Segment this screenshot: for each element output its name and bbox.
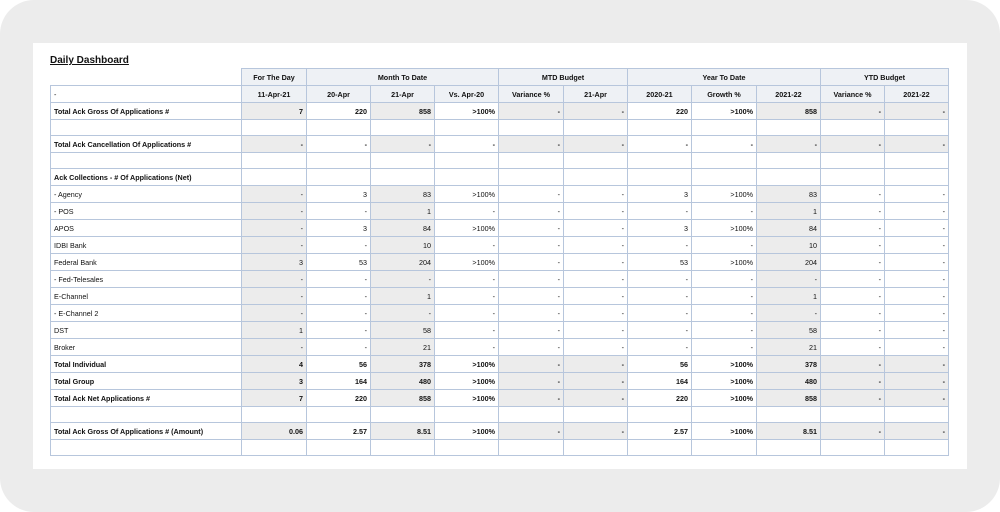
table-cell: - [564,390,628,407]
table-cell: - [242,220,307,237]
table-cell: 0.06 [242,423,307,440]
table-cell [499,440,564,456]
table-cell [371,407,435,423]
table-row [51,288,949,305]
table-cell: - [435,237,499,254]
row-label: APOS [51,220,242,237]
row-label [51,120,242,136]
table-cell: >100% [692,220,757,237]
table-cell: - [821,322,885,339]
table-cell: 10 [757,237,821,254]
table-cell: >100% [692,103,757,120]
table-cell: 480 [757,373,821,390]
table-cell: - [242,203,307,220]
table-cell [628,153,692,169]
table-cell: 8.51 [371,423,435,440]
table-cell: - [435,305,499,322]
table-cell: 204 [757,254,821,271]
table-cell: - [242,339,307,356]
table-cell [757,407,821,423]
table-cell [499,153,564,169]
row-label: Total Group [51,373,242,390]
sub-header-cell: 11-Apr-21 [242,86,307,103]
table-cell [821,407,885,423]
table-cell [628,440,692,456]
table-cell: - [564,288,628,305]
table-cell: - [242,186,307,203]
table-cell: - [821,220,885,237]
table-cell: - [435,288,499,305]
table-cell [692,407,757,423]
table-cell: - [821,186,885,203]
sub-header-cell: 2020-21 [628,86,692,103]
table-cell: - [885,339,949,356]
table-cell: - [499,288,564,305]
table-cell [371,440,435,456]
table-cell: 3 [307,220,371,237]
row-label: Total Ack Gross Of Applications # (Amount) [51,423,242,440]
table-cell: - [821,339,885,356]
table-cell: - [242,305,307,322]
table-cell: - [821,203,885,220]
row-label [51,153,242,169]
table-cell: - [371,136,435,153]
table-cell [307,153,371,169]
header-group: Month To Date [307,69,499,86]
table-cell: 83 [757,186,821,203]
table-row [51,271,949,288]
table-cell: 378 [757,356,821,373]
table-cell: 1 [757,288,821,305]
table-cell: 4 [242,356,307,373]
table-cell [821,153,885,169]
table-cell: - [564,220,628,237]
table-cell: 858 [757,390,821,407]
dashboard-table [50,68,949,456]
table-cell: - [564,136,628,153]
table-row [51,186,949,203]
table-cell [307,440,371,456]
table-cell: 3 [242,254,307,271]
table-cell: >100% [435,373,499,390]
table-cell: 204 [371,254,435,271]
table-cell: 1 [757,203,821,220]
table-cell: - [821,271,885,288]
sub-header-cell: Growth % [692,86,757,103]
table-cell: - [564,305,628,322]
table-cell: 83 [371,186,435,203]
table-cell: 56 [628,356,692,373]
table-cell [692,120,757,136]
table-cell: 3 [628,186,692,203]
table-cell: - [885,390,949,407]
table-cell: - [628,271,692,288]
table-cell: 3 [242,373,307,390]
row-label: - Fed-Telesales [51,271,242,288]
table-cell: 858 [371,390,435,407]
table-cell [885,440,949,456]
row-label: Total Ack Cancellation Of Applications # [51,136,242,153]
table-cell: - [435,322,499,339]
table-cell: - [371,305,435,322]
table-cell: - [564,186,628,203]
table-cell: 480 [371,373,435,390]
table-row [51,203,949,220]
table-cell: - [628,136,692,153]
table-cell: - [692,288,757,305]
table-cell [564,153,628,169]
row-label [51,407,242,423]
table-cell: - [564,423,628,440]
table-cell: 58 [757,322,821,339]
table-cell [242,169,307,186]
table-cell [371,120,435,136]
table-cell [242,407,307,423]
row-label: Total Ack Gross Of Applications # [51,103,242,120]
table-row [51,339,949,356]
sub-header-cell: 2021-22 [885,86,949,103]
row-label: Total Individual [51,356,242,373]
table-cell: - [371,271,435,288]
table-cell [564,440,628,456]
row-label [51,440,242,456]
table-cell: - [821,254,885,271]
header-group: Year To Date [628,69,821,86]
row-label: - Agency [51,186,242,203]
sub-header-cell: Variance % [821,86,885,103]
table-row [51,356,949,373]
table-cell: - [821,305,885,322]
table-row [51,136,949,153]
table-cell: - [564,237,628,254]
table-cell [885,120,949,136]
table-cell: - [435,136,499,153]
table-cell: 7 [242,390,307,407]
table-cell [499,120,564,136]
table-cell: - [885,136,949,153]
table-cell: - [692,339,757,356]
table-cell: - [242,136,307,153]
table-cell: 21 [757,339,821,356]
table-cell: - [435,339,499,356]
table-cell: - [821,103,885,120]
table-cell: - [885,288,949,305]
table-row [51,305,949,322]
table-cell: - [564,373,628,390]
table-cell [242,120,307,136]
table-cell: - [499,373,564,390]
table-row [51,120,949,136]
table-cell [821,120,885,136]
table-cell: - [307,136,371,153]
sub-header-cell: 20-Apr [307,86,371,103]
table-cell: 1 [242,322,307,339]
table-cell [692,153,757,169]
table-cell: - [564,339,628,356]
table-row [51,153,949,169]
row-label: E-Channel [51,288,242,305]
table-cell: >100% [692,254,757,271]
table-cell: 3 [628,220,692,237]
table-cell [435,120,499,136]
table-cell: 58 [371,322,435,339]
row-label: Ack Collections - # Of Applications (Net) [51,169,242,186]
table-cell: - [692,136,757,153]
table-cell: 378 [371,356,435,373]
table-cell: - [499,220,564,237]
table-cell: - [821,237,885,254]
table-cell: - [885,186,949,203]
table-cell: 84 [371,220,435,237]
table-cell: - [692,305,757,322]
table-cell: - [885,373,949,390]
table-cell: - [499,271,564,288]
table-cell: - [564,203,628,220]
table-cell: - [499,103,564,120]
table-cell: - [821,288,885,305]
table-cell: - [307,305,371,322]
row-label: Federal Bank [51,254,242,271]
table-row [51,440,949,456]
table-cell: - [757,305,821,322]
table-cell: - [885,322,949,339]
table-body [51,103,949,456]
table-cell: - [242,271,307,288]
sub-header-label: - [51,86,242,103]
table-cell [307,169,371,186]
table-cell: - [692,271,757,288]
table-cell: - [307,271,371,288]
dashboard-card [33,43,967,469]
table-cell: - [821,423,885,440]
table-cell: - [885,220,949,237]
header-group-row [51,69,949,86]
table-cell: - [435,203,499,220]
table-cell: 21 [371,339,435,356]
table-row [51,220,949,237]
table-cell [435,407,499,423]
table-cell: >100% [435,390,499,407]
table-row [51,169,949,186]
table-cell: - [307,203,371,220]
table-row [51,373,949,390]
table-cell: 2.57 [628,423,692,440]
table-cell: 53 [628,254,692,271]
table-cell: >100% [435,220,499,237]
table-cell: 10 [371,237,435,254]
table-cell: >100% [435,356,499,373]
table-cell: 1 [371,288,435,305]
table-cell [821,440,885,456]
table-cell [757,153,821,169]
table-cell: - [435,271,499,288]
table-cell: >100% [692,373,757,390]
header-corner [51,69,242,86]
table-cell: 7 [242,103,307,120]
table-cell: - [499,186,564,203]
table-row [51,237,949,254]
table-cell [307,120,371,136]
table-cell [628,120,692,136]
table-cell: - [757,271,821,288]
sub-header-cell: 21-Apr [564,86,628,103]
table-cell: - [628,305,692,322]
table-cell: - [499,356,564,373]
table-cell: - [821,390,885,407]
table-row [51,407,949,423]
table-cell: - [821,373,885,390]
header-group: MTD Budget [499,69,628,86]
table-cell [499,407,564,423]
row-label: Total Ack Net Applications # [51,390,242,407]
table-cell: - [885,423,949,440]
row-label: DST [51,322,242,339]
table-cell: - [628,339,692,356]
table-cell: - [885,305,949,322]
table-cell: - [692,237,757,254]
table-cell: 858 [371,103,435,120]
table-cell: - [307,339,371,356]
table-cell: >100% [692,356,757,373]
table-cell: >100% [435,186,499,203]
table-row [51,322,949,339]
table-cell: 220 [307,390,371,407]
table-cell: 53 [307,254,371,271]
table-cell: - [885,237,949,254]
table-cell: - [564,271,628,288]
table-cell: - [885,103,949,120]
table-cell: - [885,203,949,220]
table-cell [242,153,307,169]
table-cell: >100% [692,423,757,440]
table-cell [821,169,885,186]
row-label: - E-Channel 2 [51,305,242,322]
table-cell: - [499,305,564,322]
table-cell: - [757,136,821,153]
table-cell [885,407,949,423]
table-cell [628,407,692,423]
row-label: IDBI Bank [51,237,242,254]
table-cell [499,169,564,186]
table-cell: - [499,390,564,407]
table-cell: - [628,322,692,339]
sub-header-cell: Variance % [499,86,564,103]
table-cell: - [499,237,564,254]
table-cell: - [885,356,949,373]
table-row [51,423,949,440]
table-cell: - [564,103,628,120]
table-cell: - [499,203,564,220]
table-cell: >100% [692,186,757,203]
row-label: - POS [51,203,242,220]
table-cell [371,153,435,169]
table-cell: >100% [435,254,499,271]
table-cell: - [307,288,371,305]
table-cell [757,169,821,186]
page-title: Daily Dashboard [50,55,129,66]
table-cell [564,407,628,423]
table-cell [564,169,628,186]
table-cell: - [307,322,371,339]
table-cell: - [499,254,564,271]
table-cell [885,169,949,186]
table-cell: - [564,356,628,373]
table-cell: 1 [371,203,435,220]
table-cell [435,169,499,186]
table-row [51,254,949,271]
table-cell: - [885,271,949,288]
table-cell: >100% [692,390,757,407]
table-cell: - [628,237,692,254]
table-cell: - [564,254,628,271]
table-cell [564,120,628,136]
table-cell [435,153,499,169]
table-cell: 164 [307,373,371,390]
table-cell: - [307,237,371,254]
table-cell [307,407,371,423]
sub-header-row [51,86,949,103]
table-cell [757,120,821,136]
table-cell: 220 [307,103,371,120]
sub-header-cell: Vs. Apr-20 [435,86,499,103]
table-cell [628,169,692,186]
table-cell: - [499,339,564,356]
table-cell [435,440,499,456]
table-cell [692,440,757,456]
sub-header-cell: 2021-22 [757,86,821,103]
table-cell: - [628,203,692,220]
table-cell: - [564,322,628,339]
table-cell: 3 [307,186,371,203]
table-cell: - [692,322,757,339]
table-cell: - [628,288,692,305]
table-cell: - [499,322,564,339]
table-cell [757,440,821,456]
table-cell: - [242,237,307,254]
row-label: Broker [51,339,242,356]
sub-header-cell: 21-Apr [371,86,435,103]
table-cell: 858 [757,103,821,120]
table-cell: 220 [628,103,692,120]
table-cell: 220 [628,390,692,407]
table-cell [692,169,757,186]
table-cell: >100% [435,103,499,120]
table-cell: 84 [757,220,821,237]
table-cell: >100% [435,423,499,440]
table-cell [242,440,307,456]
table-cell: 56 [307,356,371,373]
table-cell: 2.57 [307,423,371,440]
header-group: For The Day [242,69,307,86]
table-row [51,103,949,120]
table-row [51,390,949,407]
table-cell: 8.51 [757,423,821,440]
table-cell: 164 [628,373,692,390]
table-cell: - [499,136,564,153]
table-cell [885,153,949,169]
header-group: YTD Budget [821,69,949,86]
table-cell: - [885,254,949,271]
table-cell: - [499,423,564,440]
table-cell: - [242,288,307,305]
table-cell: - [821,356,885,373]
table-cell: - [692,203,757,220]
table-cell: - [821,136,885,153]
table-cell [371,169,435,186]
